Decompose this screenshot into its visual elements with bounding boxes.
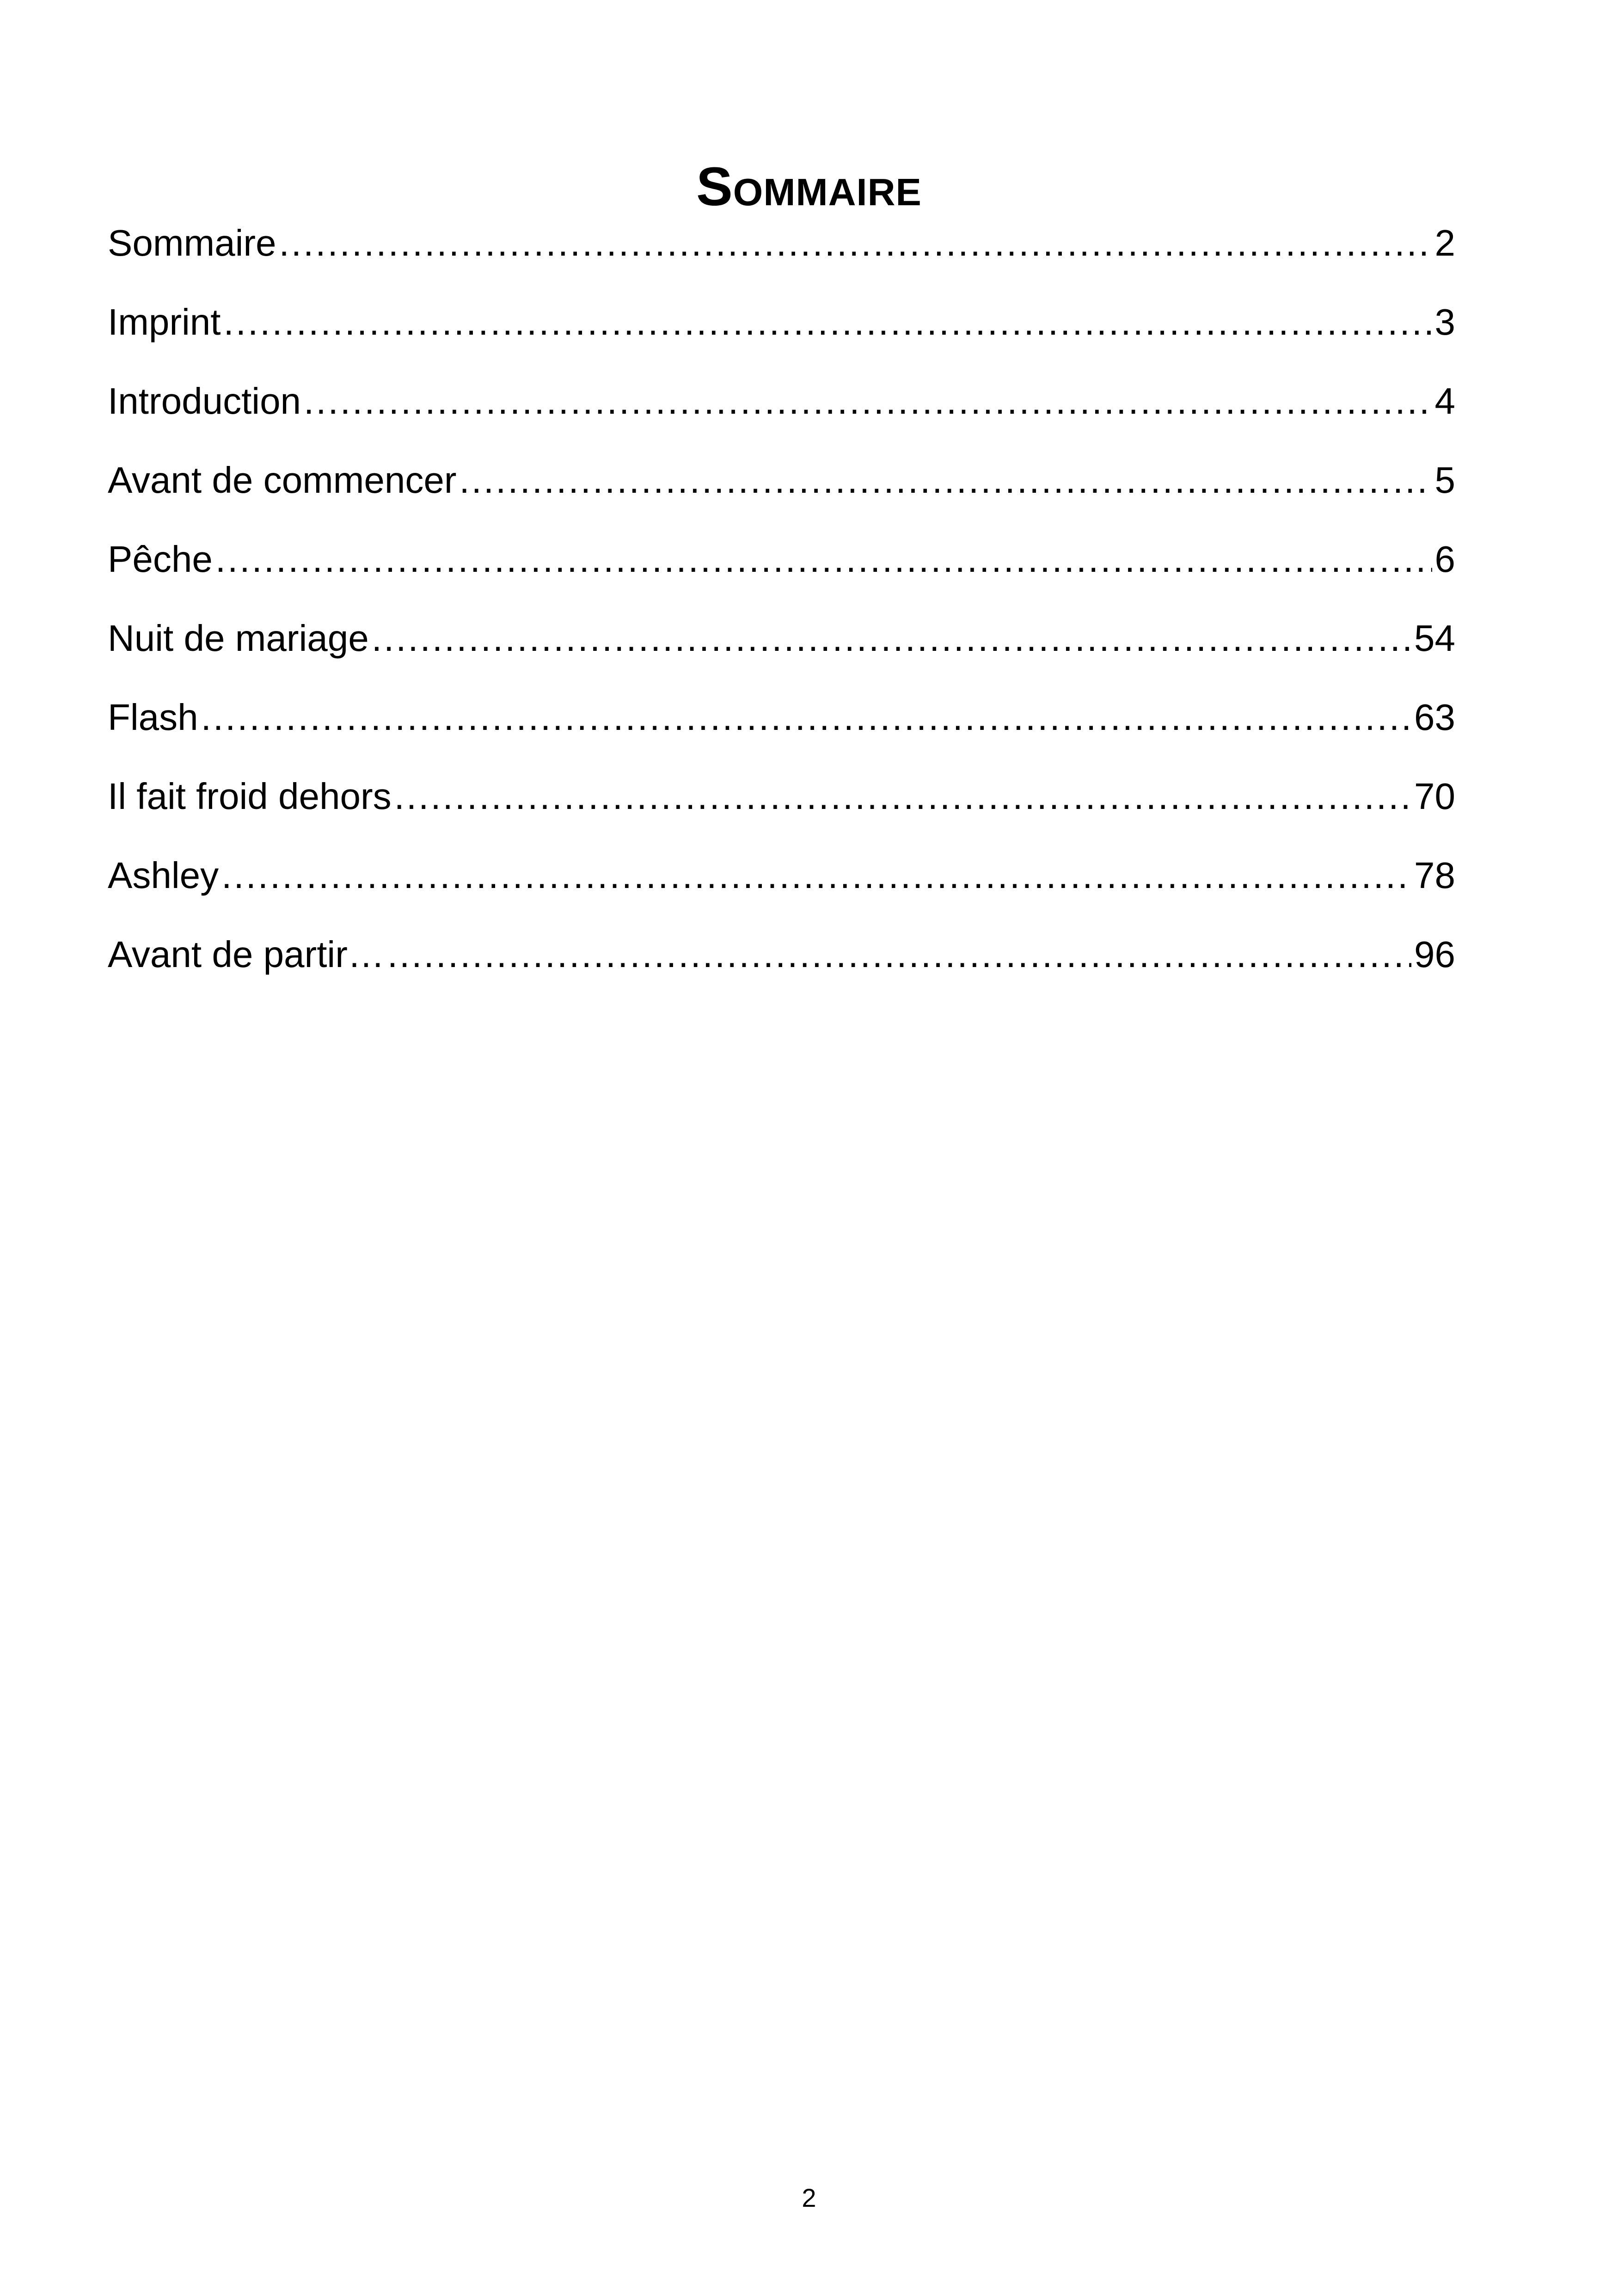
toc-entry-label: Avant de partir… [108, 934, 385, 975]
toc-entry-label: Pêche [108, 539, 213, 580]
toc-entry[interactable] [108, 757, 1455, 836]
toc-entry[interactable] [108, 836, 1455, 915]
toc-entry-page-number: 78 [1414, 855, 1455, 896]
toc-entry-page-number: 4 [1434, 380, 1455, 422]
footer-page-number: 2 [802, 2183, 816, 2212]
toc-dot-leader [394, 757, 1411, 836]
toc-entry-label: Flash [108, 697, 198, 738]
toc-dot-leader [201, 678, 1411, 757]
toc-entry[interactable] [108, 361, 1455, 441]
toc-dot-leader [221, 836, 1411, 915]
toc-entry-label: Sommaire [108, 222, 276, 263]
toc-entry[interactable] [108, 678, 1455, 757]
toc-entry-label: Imprint [108, 301, 221, 343]
toc-entry-label: Ashley [108, 855, 219, 896]
page-title: Sommaire [696, 156, 922, 218]
toc-entry-label: Il fait froid dehors [108, 776, 392, 817]
toc-dot-leader [304, 361, 1432, 441]
toc-dot-leader [372, 599, 1411, 678]
toc-dot-leader [459, 441, 1432, 520]
toc-entry[interactable] [108, 441, 1455, 520]
toc-entry-page-number: 96 [1414, 934, 1455, 975]
toc-entry[interactable] [108, 282, 1455, 361]
toc-entry-page-number: 5 [1434, 459, 1455, 501]
toc-entry-label: Nuit de mariage [108, 618, 369, 659]
toc-entry[interactable] [108, 915, 1455, 994]
toc-entry-page-number: 6 [1434, 539, 1455, 580]
toc-entry-page-number: 70 [1414, 776, 1455, 817]
toc-entry-page-number: 54 [1414, 618, 1455, 659]
toc-dot-leader [215, 520, 1432, 599]
toc-entry-page-number: 63 [1414, 697, 1455, 738]
toc-dot-leader [387, 915, 1411, 994]
toc-entry-label: Introduction [108, 380, 301, 422]
toc-dot-leader [279, 203, 1432, 282]
toc-entry-page-number: 2 [1434, 222, 1455, 263]
toc-entry[interactable] [108, 203, 1455, 282]
toc-entry-label: Avant de commencer [108, 459, 457, 501]
table-of-contents [108, 203, 1455, 994]
toc-dot-leader [224, 282, 1432, 361]
toc-entry[interactable] [108, 520, 1455, 599]
toc-entry-page-number: 3 [1434, 301, 1455, 343]
toc-entry[interactable] [108, 599, 1455, 678]
